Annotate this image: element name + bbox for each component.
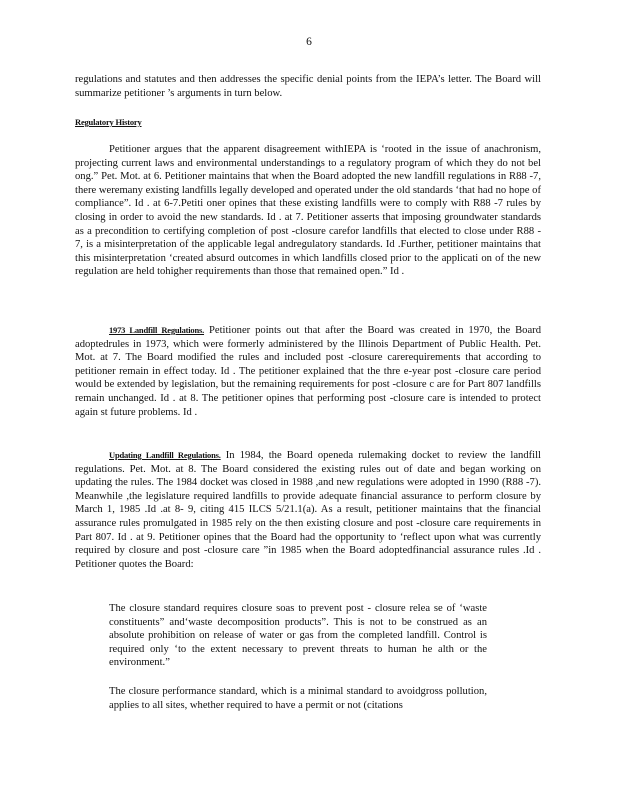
section-heading-text: Regulatory History (75, 117, 142, 127)
updating-regulations-subheading: Updating Landfill Regulations. (109, 450, 221, 460)
intro-paragraph: regulations and statutes and then addresses the specific denial points from the IEPA’s letter. The Board will summarize petitioner ’s arguments in turn below. (75, 74, 541, 99)
page-number: 6 (306, 36, 312, 48)
block-quote-1: The closure standard requires closure soas to prevent post - closure relea se of ‘waste constituents” and‘waste decomposition products”. This is not to be construed as an absolute prohibition on release of water or gas from the completed landfill. Control is required only ‘to the extent necessary to prevent threats to human he alth or the environment.” (109, 603, 487, 669)
landfill-1973-paragraph (75, 324, 541, 419)
regulatory-history-paragraph: Petitioner argues that the apparent disagreement withIEPA is ‘rooted in the issue of anachronism, projecting current laws and environmental understandings to a regulatory program of which they do not bel ong.” Pet. Mot. at 6. Petitioner maintains that when the Board adopted the new landfill regulations in R88 -7, there weremany existing landfills legally developed and operated under the old standards ‘that had no hope of compliance”. Id . at 6-7.Petiti oner opines that these existing landfills were to comply with R88 -7 rules by closing in order to avoid the new standards. Id . at 7. Petitioner asserts that imposing groundwater standards as a precondition to certifying completion of post -closure carefor landfills that elected to close under R88 - 7, is a misinterpretation of the applicable legal andregulatory standards. Id .Further, petitioner maintains that this misinterpretation ‘created absurd outcomes in which landfills closed prior to the applicati on of the new regulation are held tohigher requirements than those that remained open.” Id . (75, 144, 541, 278)
updating-regulations-text: In 1984, the Board openeda rulemaking docket to review the landfill regulations. Pet. Mot. at 8. The Board considered the existing rules out of date and began working on updating the rules. The 1984 docket was closed in 1988 ,and new regulations were adopted in 1990 (R88 -7). Meanwhile ,the legislature required landfills to provide adequate financial assurance to perform closure by March 1, 1985 .Id .at 8- 9, citing 415 ILCS 5/21.1(a). As a result, petitioner maintains that the financial assurance rules promulgated in 1985 rely on the then existing closure and post -closure care requirements in Part 807. Id . at 9. Petitioner opines that the Board had the opportunity to ‘reflect upon what was currently required by closure and post -closure care ”in 1985 when the Board adoptedfinancial assurance rules .Id . Petitioner quotes the Board: (75, 450, 542, 570)
block-quote-2: The closure performance standard, which is a minimal standard to avoidgross pollution, applies to all sites, whether required to have a permit or not (citations (109, 686, 487, 711)
updating-regulations-paragraph (75, 449, 541, 571)
landfill-1973-subheading: 1973 Landfill Regulations. (109, 325, 205, 335)
section-heading (75, 116, 541, 130)
landfill-1973-text: Petitioner points out that after the Board was created in 1970, the Board adoptedrules in 1973, which were formerly administered by the Illinois Department of Public Health. Pet. Mot. at 7. The Board modified the rules and included post -closure carerequirements that according to petitioner remain in effect today. Id . The petitioner explained that the thre e-year post -closure care period would be extended by legislation, but the remaining requirements for post -closure c are for Part 807 landfills remain unchanged. Id . at 8. The petitioner opines that performing post -closure care is intended to protect again st future problems. Id . (75, 325, 541, 418)
